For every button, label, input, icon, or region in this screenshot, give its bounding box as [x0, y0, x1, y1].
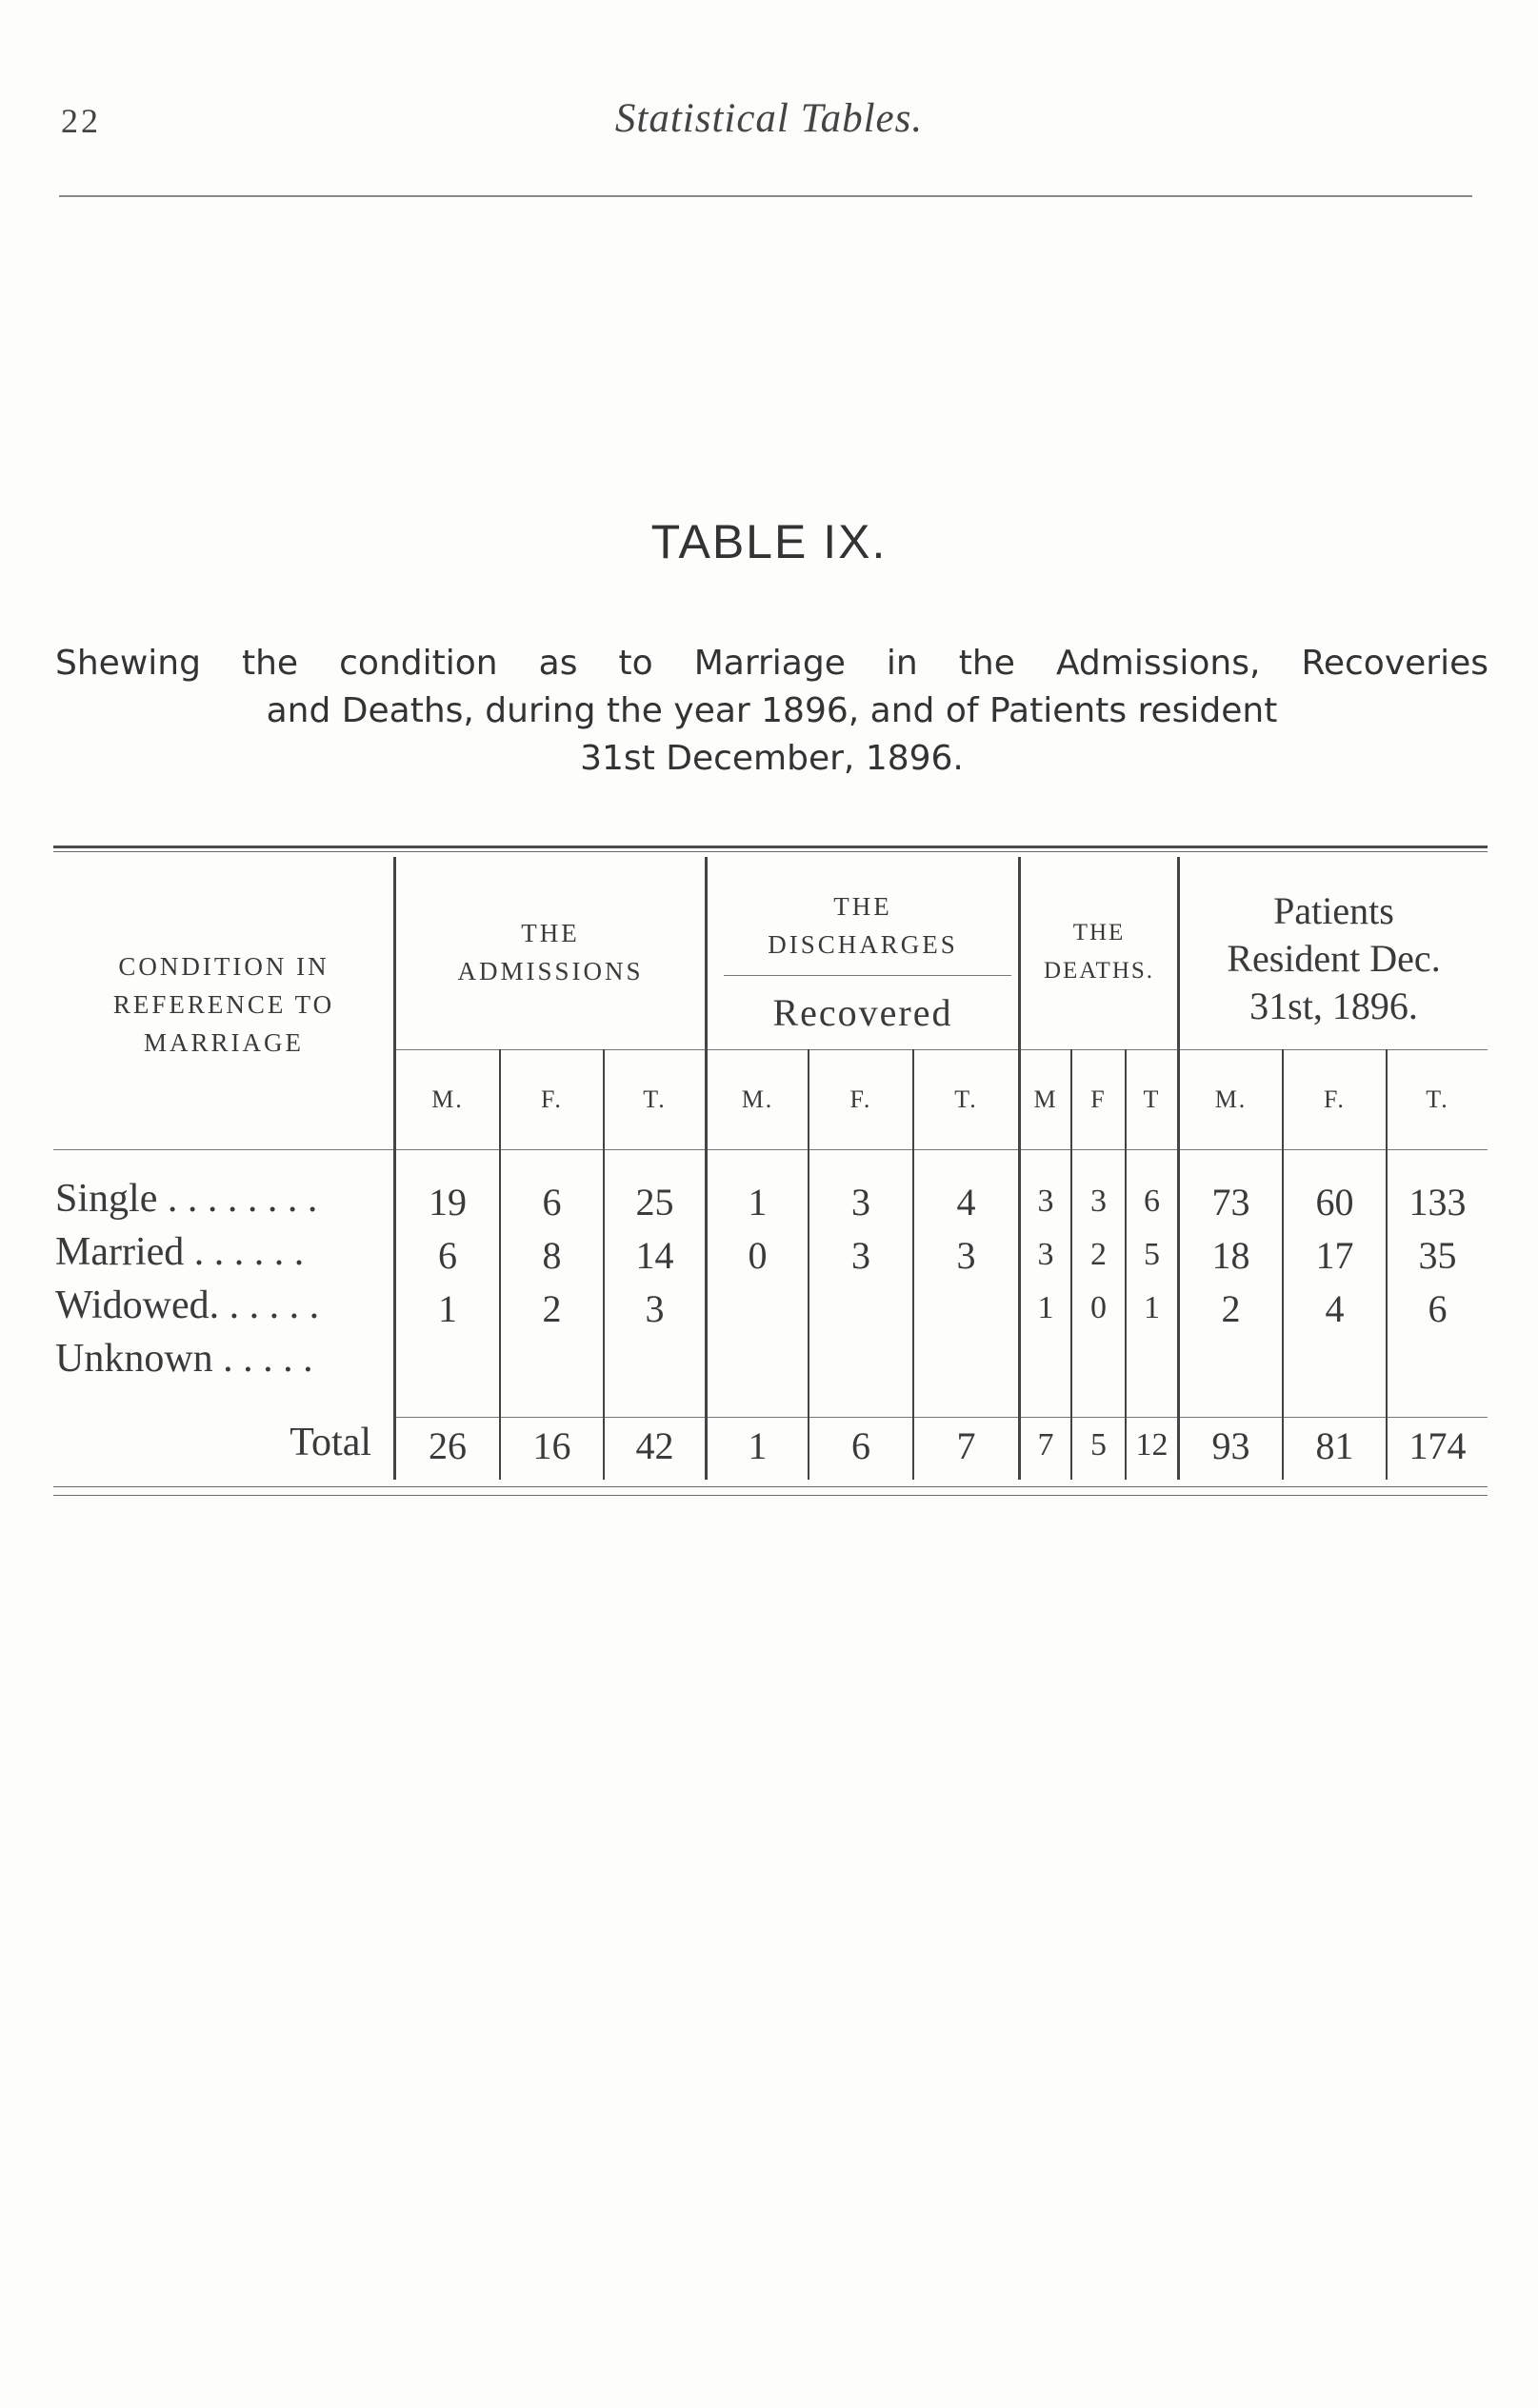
total-cell: 1: [748, 1423, 768, 1467]
table-top-rule: [53, 846, 1488, 848]
group-header-line: 31st, 1896.: [1249, 985, 1418, 1027]
stub-header-line: MARRIAGE: [143, 1028, 304, 1057]
total-cell: 7: [1037, 1427, 1054, 1463]
table-cell: 0: [1090, 1290, 1107, 1325]
table-cell: 6: [1144, 1184, 1160, 1219]
subheader-cell: M: [1033, 1085, 1058, 1113]
row-label: Unknown . . . . .: [55, 1337, 313, 1381]
table-cell: 1: [1037, 1290, 1054, 1325]
group-header-deaths: [1021, 905, 1177, 1000]
table-cell: [1388, 1335, 1488, 1388]
group-header-line: ADMISSIONS: [457, 957, 644, 985]
row-label: Married . . . . . .: [55, 1230, 305, 1274]
table-cell: 19: [429, 1180, 467, 1224]
table-cell: 25: [635, 1180, 674, 1224]
table-cell: 6: [438, 1233, 457, 1277]
subheader-cell: M.: [431, 1085, 464, 1113]
subheader-cell: M.: [1214, 1085, 1248, 1113]
table-cell: 6: [1428, 1286, 1448, 1330]
total-cell: 174: [1408, 1423, 1467, 1467]
subheader-cell: M.: [741, 1085, 774, 1113]
stub-header-line: CONDITION IN: [118, 952, 330, 981]
total-cell: 42: [635, 1423, 674, 1467]
subheader-cell: F: [1090, 1085, 1107, 1113]
group-header-discharges: [708, 878, 1018, 973]
subheader-cell: T.: [1426, 1085, 1449, 1113]
running-head: Statistical Tables.: [614, 96, 924, 141]
table-cell: 6: [542, 1180, 562, 1224]
table-cell: 8: [542, 1233, 562, 1277]
table-bottom-rule: [53, 1486, 1488, 1487]
table-bottom-rule-2: [53, 1495, 1488, 1496]
table-cell: [396, 1335, 499, 1388]
caption-line: and Deaths, during the year 1896, and of Patients resident: [266, 691, 1278, 730]
recovered-rule: [724, 975, 1011, 976]
table-cell: 2: [1221, 1286, 1241, 1330]
table-cell: 1: [748, 1180, 768, 1224]
table-cell: 2: [542, 1286, 562, 1330]
table-cell: 0: [748, 1233, 768, 1277]
header-bottom-rule: [53, 1149, 1488, 1150]
row-label: Widowed. . . . . .: [55, 1284, 320, 1327]
total-cell: 12: [1135, 1427, 1168, 1463]
table-cell: 133: [1408, 1180, 1467, 1224]
total-cell: 7: [956, 1423, 976, 1467]
table-cell: [708, 1282, 808, 1335]
table-cell: [1072, 1335, 1125, 1388]
subheader-cell: F.: [849, 1085, 872, 1113]
group-header-line: THE: [521, 919, 580, 947]
group-header-line: Patients: [1273, 889, 1394, 932]
total-cell: 5: [1090, 1427, 1107, 1463]
table-cell: [708, 1335, 808, 1388]
total-cell: 16: [532, 1423, 571, 1467]
subheader-cell: F.: [1324, 1085, 1346, 1113]
table-cell: [809, 1335, 912, 1388]
table-cell: [1180, 1335, 1282, 1388]
discharges-subheader-recovered: Recovered: [772, 990, 953, 1034]
table-cell: [914, 1335, 1018, 1388]
caption-line: 31st December, 1896.: [580, 739, 964, 778]
subheader-cell: F.: [541, 1085, 563, 1113]
table-cell: 35: [1418, 1233, 1457, 1277]
table-cell: 3: [851, 1233, 870, 1277]
table-cell: [501, 1335, 603, 1388]
group-header-line: DEATHS.: [1043, 958, 1155, 984]
total-rule: [394, 1417, 1488, 1418]
table-cell: 1: [438, 1286, 457, 1330]
subheader-cell: T.: [954, 1085, 978, 1113]
group-header-line: THE: [833, 892, 892, 921]
table-cell: 1: [1144, 1290, 1160, 1325]
table-caption: [55, 640, 1488, 783]
table-cell: [914, 1282, 1018, 1335]
table-top-rule-inner: [53, 851, 1488, 852]
total-cell: 26: [429, 1423, 467, 1467]
table-cell: 60: [1315, 1180, 1354, 1224]
table-cell: 3: [645, 1286, 665, 1330]
table-cell: [1127, 1335, 1177, 1388]
table-cell: 3: [1037, 1237, 1054, 1272]
group-header-line: Resident Dec.: [1227, 937, 1441, 980]
table-cell: 18: [1211, 1233, 1250, 1277]
table-cell: [809, 1282, 912, 1335]
table-cell: 3: [1037, 1184, 1054, 1219]
total-cell: 81: [1315, 1423, 1354, 1467]
table-cell: 2: [1090, 1237, 1107, 1272]
subheader-cell: T.: [643, 1085, 667, 1113]
total-cell: 6: [851, 1423, 870, 1467]
table-cell: 4: [1325, 1286, 1345, 1330]
table-cell: [1021, 1335, 1070, 1388]
table-cell: 17: [1315, 1233, 1354, 1277]
subheader-cell: T: [1143, 1085, 1161, 1113]
table-cell: 14: [635, 1233, 674, 1277]
row-label: Single . . . . . . . .: [55, 1177, 318, 1221]
stub-header: [55, 933, 392, 1076]
subheader-rule: [394, 1049, 1488, 1050]
table-cell: 5: [1144, 1237, 1160, 1272]
table-cell: 3: [956, 1233, 976, 1277]
top-rule: [59, 195, 1472, 197]
group-header-resident: [1180, 878, 1488, 1040]
table-cell: [605, 1335, 705, 1388]
table-title: TABLE IX.: [650, 515, 888, 568]
page-number: 22: [61, 102, 101, 140]
table-cell: [1284, 1335, 1386, 1388]
group-header-line: DISCHARGES: [768, 930, 958, 959]
table-cell: 3: [851, 1180, 870, 1224]
stub-header-line: REFERENCE TO: [112, 990, 335, 1019]
table-cell: 73: [1211, 1180, 1250, 1224]
group-header-admissions: [396, 905, 705, 1000]
group-header-line: THE: [1072, 920, 1126, 945]
caption-line: Shewing the condition as to Marriage in the Admissions, Recoveries: [55, 644, 1488, 683]
table-cell: 3: [1090, 1184, 1107, 1219]
total-label: Total: [290, 1421, 371, 1464]
table-cell: 4: [956, 1180, 976, 1224]
total-cell: 93: [1211, 1423, 1250, 1467]
